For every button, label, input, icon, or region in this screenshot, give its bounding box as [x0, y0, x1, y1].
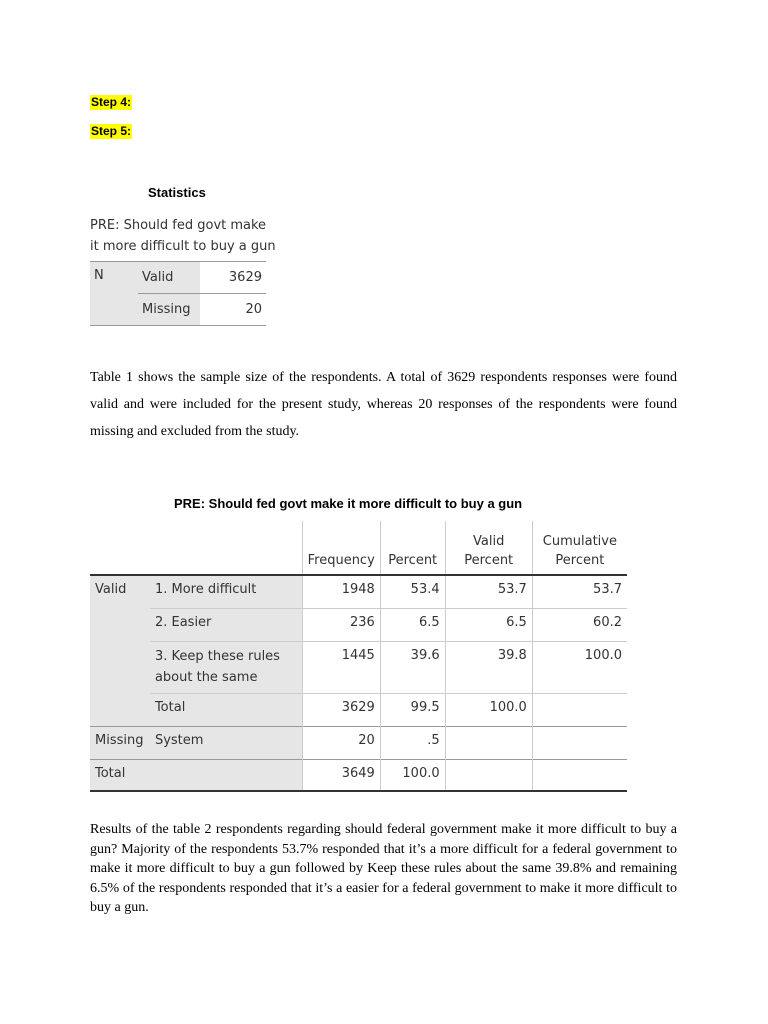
cell-empty	[532, 759, 627, 791]
cell-frequency: 20	[302, 726, 380, 759]
header-valid-percent	[445, 521, 532, 575]
missing-value: 20	[245, 302, 262, 317]
header-percent: Percent	[380, 521, 445, 575]
header-row	[90, 521, 627, 575]
cell-cumulative-percent: 100.0	[532, 641, 627, 693]
frequency-table	[90, 521, 627, 792]
cell-percent: 100.0	[380, 759, 445, 791]
paragraph-table1: Table 1 shows the sample size of the respondents. A total of 3629 respondents responses were found valid and were included for the present study, whereas 20 responses of the respondents were found missing and excluded from the study.	[90, 370, 677, 439]
row-label: 2. Easier	[150, 608, 302, 641]
cell-valid-percent: 39.8	[445, 641, 532, 693]
valid-value: 3629	[200, 262, 266, 294]
header-frequency: Frequency	[302, 521, 380, 575]
valid-group-label: Valid	[90, 575, 150, 726]
cell-frequency: 236	[302, 608, 380, 641]
cell-frequency: 3649	[302, 759, 380, 791]
statistics-variable-line2: it more difficult to buy a gun	[90, 239, 276, 254]
cell-empty	[532, 726, 627, 759]
table-row	[90, 608, 627, 641]
header-valid-percent-line1: Valid	[473, 534, 505, 549]
table-row	[90, 693, 627, 726]
cell-empty	[445, 759, 532, 791]
cell-percent: 6.5	[380, 608, 445, 641]
header-valid-percent-line2: Percent	[464, 553, 514, 568]
cell-valid-percent: 53.7	[445, 575, 532, 608]
cell-cumulative-percent: 60.2	[532, 608, 627, 641]
missing-label: Missing	[138, 294, 200, 326]
cell-frequency: 1948	[302, 575, 380, 608]
cell-cumulative-percent: 53.7	[532, 575, 627, 608]
missing-group-label: Missing	[90, 726, 150, 759]
row-label: System	[150, 726, 302, 759]
statistics-table	[90, 261, 266, 326]
step-4-label: Step 4:	[91, 95, 132, 109]
statistics-title: Statistics	[148, 185, 206, 200]
n-label: N	[90, 262, 138, 326]
cell-frequency: 3629	[302, 693, 380, 726]
statistics-variable-line1: PRE: Should fed govt make	[90, 218, 267, 233]
cell-frequency: 1445	[302, 641, 380, 693]
cell-cumulative-percent	[532, 693, 627, 726]
table-row	[90, 262, 266, 294]
cell-percent: 39.6	[380, 641, 445, 693]
header-cumulative-percent-line1: Cumulative	[542, 534, 617, 549]
row-label: Total	[150, 693, 302, 726]
cell-empty	[445, 726, 532, 759]
row-label	[150, 641, 302, 693]
statistics-variable	[90, 215, 276, 257]
row-label: 1. More difficult	[150, 575, 302, 608]
table-row	[90, 641, 627, 693]
table-row	[90, 759, 627, 791]
step-5-label: Step 5:	[91, 124, 132, 138]
cell-percent: 99.5	[380, 693, 445, 726]
cell-percent: 53.4	[380, 575, 445, 608]
row-label-line1: 3. Keep these rules	[154, 648, 280, 664]
frequency-table-title: PRE: Should fed govt make it more difficult to buy a gun	[174, 496, 523, 511]
paragraph-table2: Results of the table 2 respondents regarding should federal government make it more difficult to buy a gun? Majority of the respondents 53.7% responded that it’s a more difficult for a federal government to make it more difficult to buy a gun followed by Keep these rules about the same 39.8% and remaining 6.5% of the respondents responded that it’s a easier for a federal government to make it more difficult to buy a gun.	[90, 822, 677, 915]
cell-valid-percent: 100.0	[445, 693, 532, 726]
table-row	[90, 726, 627, 759]
total-label: Total	[90, 759, 302, 791]
cell-percent: .5	[380, 726, 445, 759]
header-cumulative-percent	[532, 521, 627, 575]
cell-valid-percent: 6.5	[445, 608, 532, 641]
header-cumulative-percent-line2: Percent	[555, 553, 605, 568]
table-row	[90, 575, 627, 608]
valid-label: Valid	[138, 262, 200, 294]
row-label-line2: about the same	[154, 669, 258, 685]
